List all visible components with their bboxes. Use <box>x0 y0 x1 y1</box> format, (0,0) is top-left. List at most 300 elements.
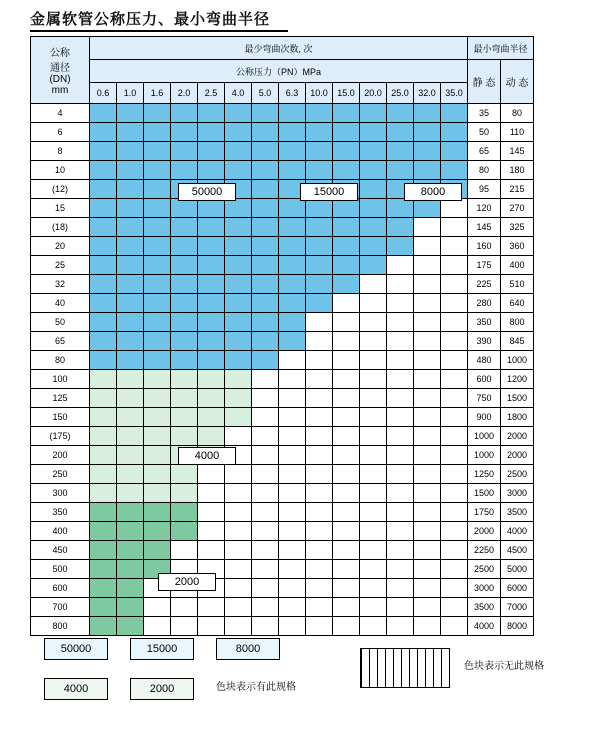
cell-pressure <box>414 237 441 256</box>
cell-static-radius: 1000 <box>468 427 501 446</box>
cell-dynamic-radius: 215 <box>501 180 534 199</box>
cell-pressure <box>90 579 117 598</box>
cell-pressure <box>90 465 117 484</box>
cell-pressure <box>441 617 468 636</box>
cell-static-radius: 2250 <box>468 541 501 560</box>
legend-note-none: 色块表示无此规格 <box>464 661 544 672</box>
cell-pressure <box>198 123 225 142</box>
cell-pressure <box>198 408 225 427</box>
cell-dn: 65 <box>31 332 90 351</box>
cell-dn: 8 <box>31 142 90 161</box>
cell-pressure <box>306 256 333 275</box>
cell-pressure <box>333 579 360 598</box>
cell-pressure <box>225 275 252 294</box>
cell-pressure <box>225 503 252 522</box>
cell-pressure <box>252 408 279 427</box>
cell-pressure <box>90 503 117 522</box>
header-dn-line4: mm <box>51 85 69 96</box>
cell-pressure <box>225 598 252 617</box>
value-chip: 8000 <box>404 183 462 201</box>
table-row <box>31 104 534 123</box>
cell-pressure <box>171 256 198 275</box>
title-underline <box>30 30 288 32</box>
cell-pressure <box>360 560 387 579</box>
value-chip: 2000 <box>158 573 216 591</box>
table-row <box>31 199 534 218</box>
cell-pressure <box>198 465 225 484</box>
cell-dynamic-radius: 1500 <box>501 389 534 408</box>
cell-dn: 40 <box>31 294 90 313</box>
cell-pressure <box>252 560 279 579</box>
cell-pressure <box>414 351 441 370</box>
cell-pressure <box>306 389 333 408</box>
cell-pressure <box>171 503 198 522</box>
cell-dynamic-radius: 3000 <box>501 484 534 503</box>
cell-pressure <box>117 256 144 275</box>
cell-pressure <box>144 408 171 427</box>
cell-pressure <box>144 446 171 465</box>
cell-pressure <box>306 617 333 636</box>
cell-pressure <box>198 237 225 256</box>
cell-pressure <box>198 370 225 389</box>
cell-pressure <box>387 446 414 465</box>
cell-pressure <box>333 332 360 351</box>
cell-pressure <box>306 123 333 142</box>
cell-pressure <box>414 123 441 142</box>
cell-pressure <box>225 161 252 180</box>
cell-pressure <box>117 104 144 123</box>
cell-pressure <box>225 351 252 370</box>
cell-pressure <box>171 370 198 389</box>
legend-note-has: 色块表示有此规格 <box>216 682 296 693</box>
cell-pressure <box>306 465 333 484</box>
cell-pressure <box>333 522 360 541</box>
cell-pressure <box>171 389 198 408</box>
cell-pressure <box>198 294 225 313</box>
cell-pressure <box>279 522 306 541</box>
cell-pressure <box>279 199 306 218</box>
cell-pressure <box>441 142 468 161</box>
cell-pressure <box>252 351 279 370</box>
cell-pressure <box>198 351 225 370</box>
cell-dn: 800 <box>31 617 90 636</box>
cell-pressure <box>360 598 387 617</box>
cell-pressure <box>144 332 171 351</box>
cell-pressure <box>360 313 387 332</box>
cell-dynamic-radius: 1200 <box>501 370 534 389</box>
cell-pressure <box>144 256 171 275</box>
header-pressure-col: 2.5 <box>198 83 225 104</box>
cell-pressure <box>252 427 279 446</box>
cell-pressure <box>279 256 306 275</box>
cell-pressure <box>387 484 414 503</box>
cell-pressure <box>144 598 171 617</box>
cell-dynamic-radius: 180 <box>501 161 534 180</box>
header-pressure-col: 15.0 <box>333 83 360 104</box>
cell-pressure <box>414 427 441 446</box>
cell-pressure <box>387 104 414 123</box>
cell-pressure <box>441 408 468 427</box>
cell-static-radius: 145 <box>468 218 501 237</box>
cell-static-radius: 80 <box>468 161 501 180</box>
cell-dn: 150 <box>31 408 90 427</box>
cell-pressure <box>117 579 144 598</box>
cell-static-radius: 1750 <box>468 503 501 522</box>
cell-pressure <box>171 123 198 142</box>
cell-pressure <box>414 218 441 237</box>
cell-pressure <box>441 541 468 560</box>
cell-pressure <box>360 522 387 541</box>
cell-pressure <box>441 389 468 408</box>
legend-stripe-swatch <box>360 648 450 688</box>
cell-pressure <box>360 218 387 237</box>
cell-dn: 80 <box>31 351 90 370</box>
cell-pressure <box>90 427 117 446</box>
cell-pressure <box>144 294 171 313</box>
cell-pressure <box>387 465 414 484</box>
cell-pressure <box>387 256 414 275</box>
table-head <box>31 37 534 104</box>
table-row <box>31 522 534 541</box>
cell-pressure <box>414 332 441 351</box>
cell-pressure <box>171 332 198 351</box>
cell-pressure <box>252 465 279 484</box>
cell-pressure <box>144 465 171 484</box>
cell-dn: 700 <box>31 598 90 617</box>
cell-pressure <box>387 408 414 427</box>
cell-pressure <box>90 484 117 503</box>
cell-pressure <box>360 484 387 503</box>
value-chip: 15000 <box>300 183 358 201</box>
cell-pressure <box>441 560 468 579</box>
cell-pressure <box>414 465 441 484</box>
cell-static-radius: 50 <box>468 123 501 142</box>
cell-pressure <box>441 161 468 180</box>
header-dynamic: 动 态 <box>501 60 534 104</box>
cell-pressure <box>441 465 468 484</box>
cell-pressure <box>387 275 414 294</box>
cell-pressure <box>441 598 468 617</box>
cell-pressure <box>252 275 279 294</box>
cell-pressure <box>387 579 414 598</box>
cell-dn: 100 <box>31 370 90 389</box>
header-dn-line2: 通径 <box>50 63 70 74</box>
cell-dn: 10 <box>31 161 90 180</box>
cell-pressure <box>306 522 333 541</box>
cell-pressure <box>90 522 117 541</box>
table-row <box>31 370 534 389</box>
cell-pressure <box>414 598 441 617</box>
cell-pressure <box>117 142 144 161</box>
cell-pressure <box>171 541 198 560</box>
cell-dn: (12) <box>31 180 90 199</box>
head-row-2 <box>31 60 534 83</box>
cell-pressure <box>279 275 306 294</box>
cell-pressure <box>90 617 117 636</box>
cell-pressure <box>414 370 441 389</box>
cell-pressure <box>225 617 252 636</box>
cell-pressure <box>414 541 441 560</box>
cell-pressure <box>225 142 252 161</box>
legend-swatch-2000: 2000 <box>130 678 194 700</box>
cell-pressure <box>387 294 414 313</box>
header-bend-radius: 最小弯曲半径 <box>468 37 534 60</box>
cell-pressure <box>414 313 441 332</box>
table-row <box>31 256 534 275</box>
cell-pressure <box>90 218 117 237</box>
header-pressure-col: 4.0 <box>225 83 252 104</box>
cell-pressure <box>414 446 441 465</box>
cell-pressure <box>360 237 387 256</box>
cell-pressure <box>90 446 117 465</box>
cell-pressure <box>306 275 333 294</box>
cell-pressure <box>441 522 468 541</box>
cell-dn: 300 <box>31 484 90 503</box>
cell-static-radius: 225 <box>468 275 501 294</box>
cell-pressure <box>279 370 306 389</box>
cell-dynamic-radius: 4500 <box>501 541 534 560</box>
cell-pressure <box>279 161 306 180</box>
cell-static-radius: 35 <box>468 104 501 123</box>
cell-pressure <box>90 104 117 123</box>
cell-pressure <box>252 332 279 351</box>
cell-pressure <box>90 294 117 313</box>
cell-pressure <box>117 408 144 427</box>
cell-pressure <box>387 123 414 142</box>
cell-pressure <box>360 256 387 275</box>
cell-pressure <box>387 522 414 541</box>
cell-pressure <box>333 598 360 617</box>
cell-pressure <box>198 161 225 180</box>
cell-pressure <box>414 617 441 636</box>
cell-pressure <box>333 370 360 389</box>
cell-dn: 400 <box>31 522 90 541</box>
cell-pressure <box>306 104 333 123</box>
cell-dn: 15 <box>31 199 90 218</box>
cell-pressure <box>144 123 171 142</box>
cell-pressure <box>171 351 198 370</box>
header-bend-count: 最少弯曲次数, 次 <box>90 37 468 60</box>
cell-dn: 200 <box>31 446 90 465</box>
header-pressure-col: 20.0 <box>360 83 387 104</box>
cell-pressure <box>387 617 414 636</box>
cell-pressure <box>441 313 468 332</box>
cell-pressure <box>171 161 198 180</box>
cell-dynamic-radius: 640 <box>501 294 534 313</box>
cell-pressure <box>360 389 387 408</box>
cell-pressure <box>306 446 333 465</box>
cell-pressure <box>441 237 468 256</box>
cell-pressure <box>171 598 198 617</box>
cell-dn: 350 <box>31 503 90 522</box>
cell-dn: 250 <box>31 465 90 484</box>
table-row <box>31 465 534 484</box>
header-pressure-col: 35.0 <box>441 83 468 104</box>
cell-pressure <box>333 465 360 484</box>
cell-dn: (175) <box>31 427 90 446</box>
cell-dn: 600 <box>31 579 90 598</box>
cell-pressure <box>441 446 468 465</box>
cell-pressure <box>360 427 387 446</box>
cell-pressure <box>279 484 306 503</box>
cell-pressure <box>90 199 117 218</box>
header-dn <box>31 37 90 104</box>
cell-pressure <box>171 427 198 446</box>
cell-dynamic-radius: 845 <box>501 332 534 351</box>
cell-dynamic-radius: 2500 <box>501 465 534 484</box>
cell-pressure <box>414 503 441 522</box>
cell-pressure <box>441 256 468 275</box>
cell-pressure <box>171 522 198 541</box>
table-row <box>31 218 534 237</box>
cell-pressure <box>414 484 441 503</box>
cell-pressure <box>90 313 117 332</box>
spec-table <box>30 36 534 636</box>
cell-pressure <box>333 294 360 313</box>
header-pressure: 公称压力（PN）MPa <box>90 60 468 83</box>
cell-pressure <box>90 237 117 256</box>
cell-pressure <box>279 332 306 351</box>
cell-pressure <box>225 408 252 427</box>
cell-pressure <box>225 218 252 237</box>
cell-pressure <box>225 427 252 446</box>
table-row <box>31 427 534 446</box>
cell-pressure <box>144 199 171 218</box>
cell-dynamic-radius: 1800 <box>501 408 534 427</box>
cell-pressure <box>117 123 144 142</box>
page-title: 金属软管公称压力、最小弯曲半径 <box>30 12 271 28</box>
cell-pressure <box>279 408 306 427</box>
cell-pressure <box>252 389 279 408</box>
table-row <box>31 579 534 598</box>
cell-pressure <box>387 161 414 180</box>
cell-pressure <box>252 123 279 142</box>
cell-pressure <box>441 275 468 294</box>
cell-dn: 32 <box>31 275 90 294</box>
cell-pressure <box>90 180 117 199</box>
cell-pressure <box>252 294 279 313</box>
cell-dynamic-radius: 400 <box>501 256 534 275</box>
cell-pressure <box>144 237 171 256</box>
head-row-1 <box>31 37 534 60</box>
cell-pressure <box>414 522 441 541</box>
cell-pressure <box>306 161 333 180</box>
cell-pressure <box>225 579 252 598</box>
cell-static-radius: 120 <box>468 199 501 218</box>
table-row <box>31 598 534 617</box>
table-row <box>31 541 534 560</box>
cell-pressure <box>414 161 441 180</box>
cell-dynamic-radius: 270 <box>501 199 534 218</box>
cell-pressure <box>333 218 360 237</box>
cell-pressure <box>306 294 333 313</box>
cell-pressure <box>333 313 360 332</box>
cell-pressure <box>117 560 144 579</box>
cell-pressure <box>279 104 306 123</box>
table-row <box>31 313 534 332</box>
cell-dynamic-radius: 4000 <box>501 522 534 541</box>
cell-static-radius: 2000 <box>468 522 501 541</box>
cell-pressure <box>360 161 387 180</box>
cell-pressure <box>144 142 171 161</box>
cell-pressure <box>144 104 171 123</box>
table-row <box>31 408 534 427</box>
cell-pressure <box>333 123 360 142</box>
table-row <box>31 446 534 465</box>
cell-dynamic-radius: 325 <box>501 218 534 237</box>
cell-static-radius: 390 <box>468 332 501 351</box>
cell-pressure <box>279 465 306 484</box>
cell-pressure <box>360 332 387 351</box>
cell-pressure <box>333 446 360 465</box>
cell-pressure <box>117 332 144 351</box>
cell-pressure <box>198 218 225 237</box>
cell-pressure <box>306 142 333 161</box>
cell-static-radius: 175 <box>468 256 501 275</box>
cell-pressure <box>333 161 360 180</box>
cell-pressure <box>306 313 333 332</box>
cell-static-radius: 1500 <box>468 484 501 503</box>
cell-pressure <box>225 370 252 389</box>
cell-pressure <box>225 199 252 218</box>
cell-pressure <box>360 123 387 142</box>
cell-pressure <box>171 484 198 503</box>
cell-pressure <box>279 598 306 617</box>
cell-pressure <box>387 332 414 351</box>
cell-static-radius: 65 <box>468 142 501 161</box>
cell-pressure <box>387 389 414 408</box>
cell-pressure <box>225 389 252 408</box>
head-row-pressure-cols <box>31 83 534 104</box>
cell-static-radius: 280 <box>468 294 501 313</box>
value-chip: 4000 <box>178 447 236 465</box>
cell-pressure <box>198 104 225 123</box>
cell-pressure <box>279 294 306 313</box>
cell-pressure <box>252 484 279 503</box>
cell-pressure <box>306 560 333 579</box>
cell-pressure <box>144 275 171 294</box>
cell-dynamic-radius: 360 <box>501 237 534 256</box>
cell-pressure <box>414 560 441 579</box>
cell-pressure <box>225 256 252 275</box>
cell-pressure <box>252 522 279 541</box>
cell-pressure <box>225 294 252 313</box>
cell-pressure <box>333 484 360 503</box>
cell-pressure <box>225 104 252 123</box>
cell-pressure <box>360 180 387 199</box>
cell-pressure <box>225 237 252 256</box>
cell-pressure <box>117 199 144 218</box>
cell-pressure <box>117 446 144 465</box>
cell-pressure <box>306 218 333 237</box>
cell-pressure <box>144 389 171 408</box>
cell-pressure <box>171 237 198 256</box>
cell-pressure <box>414 389 441 408</box>
cell-dynamic-radius: 510 <box>501 275 534 294</box>
header-pressure-col: 10.0 <box>306 83 333 104</box>
cell-pressure <box>252 104 279 123</box>
cell-pressure <box>441 123 468 142</box>
cell-pressure <box>225 332 252 351</box>
cell-pressure <box>117 522 144 541</box>
cell-pressure <box>360 465 387 484</box>
cell-pressure <box>414 579 441 598</box>
cell-pressure <box>387 142 414 161</box>
cell-pressure <box>441 104 468 123</box>
cell-pressure <box>252 541 279 560</box>
cell-pressure <box>171 465 198 484</box>
cell-pressure <box>333 351 360 370</box>
